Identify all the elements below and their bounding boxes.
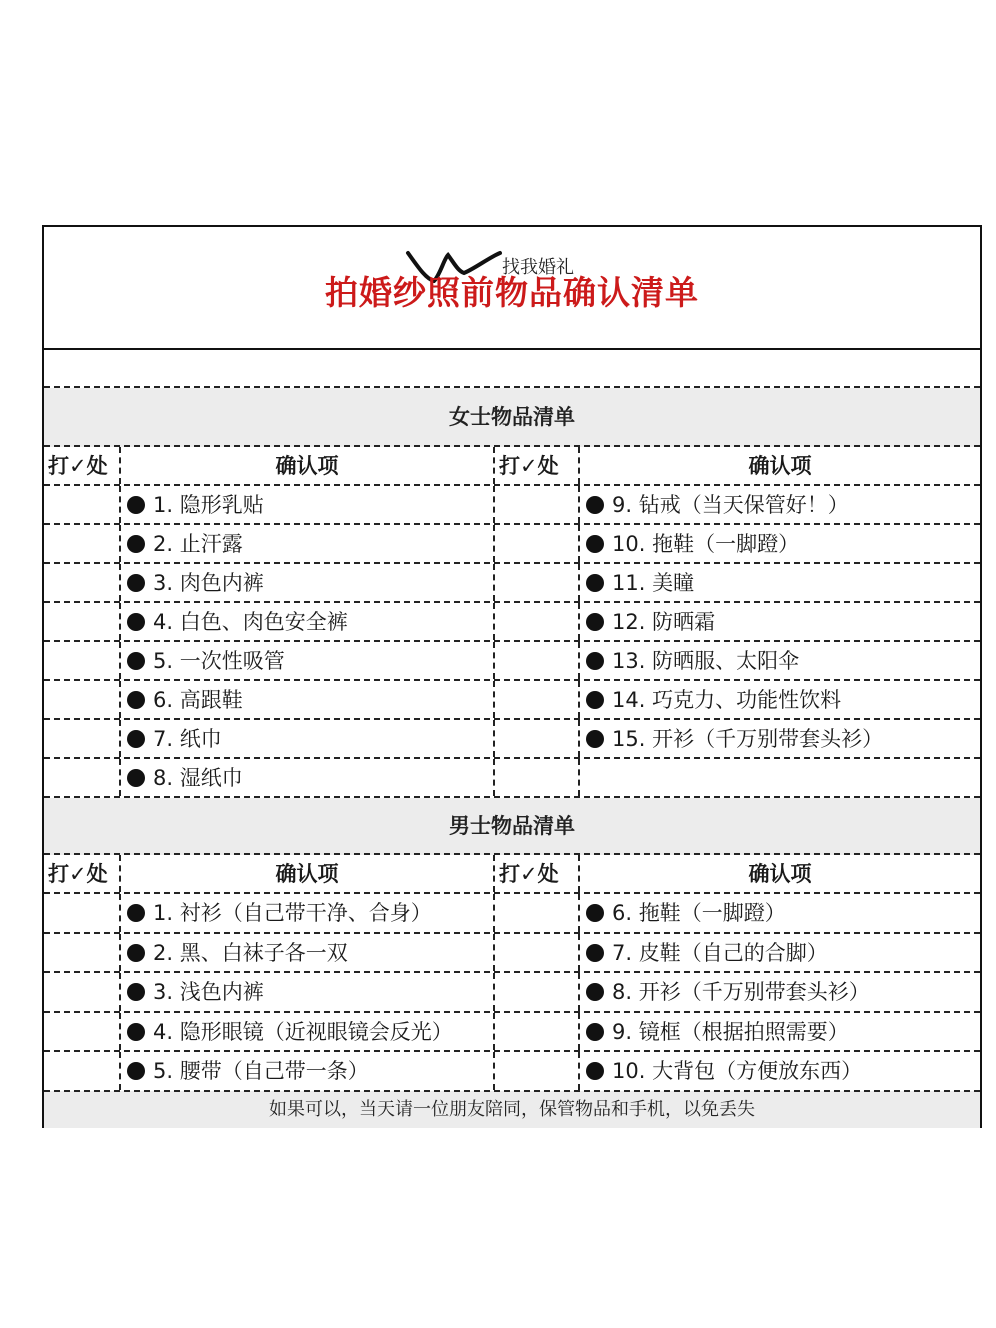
checkbox-cell[interactable]: [44, 720, 121, 757]
item-label: 8. 开衫（千万别带套头衫）: [612, 980, 870, 1004]
checkbox-cell[interactable]: [44, 759, 121, 796]
list-item: [580, 973, 980, 1011]
checkbox-cell[interactable]: [44, 486, 121, 523]
list-item: [580, 525, 980, 562]
confirm-column-header: 确认项: [121, 855, 495, 892]
bullet-icon: [127, 904, 145, 922]
women-header-row: [44, 447, 980, 486]
table-row: [44, 759, 980, 798]
checkbox-cell[interactable]: [495, 759, 580, 796]
confirm-column-header: 确认项: [748, 454, 812, 478]
confirm-column-header: 确认项: [121, 447, 495, 484]
bullet-icon: [586, 1062, 604, 1080]
item-label: 9. 钻戒（当天保管好！）: [612, 493, 849, 517]
bullet-icon: [127, 944, 145, 962]
checklist-sheet: [42, 225, 982, 1128]
confirm-column-header: 确认项: [748, 862, 812, 886]
checkbox-cell[interactable]: [495, 894, 580, 932]
item-label: 3. 肉色内裤: [153, 571, 264, 595]
checkbox-cell[interactable]: [495, 934, 580, 972]
bullet-icon: [127, 769, 145, 787]
bullet-icon: [586, 652, 604, 670]
checkbox-cell[interactable]: [44, 934, 121, 972]
item-label: 9. 镜框（根据拍照需要）: [612, 1019, 849, 1044]
bullet-icon: [127, 1023, 145, 1041]
checkbox-cell[interactable]: [495, 486, 580, 523]
item-label: 10. 拖鞋（一脚蹬）: [612, 532, 800, 556]
list-item: [121, 973, 495, 1011]
table-row: [44, 642, 980, 681]
list-item: [580, 1052, 980, 1090]
item-label: 13. 防晒服、太阳伞: [612, 649, 800, 673]
checkbox-cell[interactable]: [44, 642, 121, 679]
check-column-header: 打✓处: [44, 855, 121, 892]
list-item: [580, 720, 980, 757]
table-row: [44, 1013, 980, 1053]
bullet-icon: [586, 904, 604, 922]
item-label: 3. 浅色内裤: [153, 980, 264, 1004]
footer-note: 如果可以，当天请一位朋友陪同，保管物品和手机，以免丢失: [44, 1091, 980, 1128]
checkbox-cell[interactable]: [44, 1052, 121, 1090]
women-section-heading: 女士物品清单: [44, 388, 980, 447]
bullet-icon: [586, 944, 604, 962]
bullet-icon: [127, 691, 145, 709]
table-row: [44, 934, 980, 974]
check-column-header: 打✓处: [495, 855, 580, 892]
item-label: 15. 开衫（千万别带套头衫）: [612, 727, 884, 751]
item-label: 1. 隐形乳贴: [153, 493, 264, 517]
men-header-row: [44, 855, 980, 894]
bullet-icon: [586, 613, 604, 631]
list-item: [121, 642, 495, 679]
list-item: [121, 486, 495, 523]
bullet-icon: [127, 730, 145, 748]
item-label: 7. 皮鞋（自己的合脚）: [612, 940, 828, 965]
table-row: [44, 603, 980, 642]
bullet-icon: [127, 496, 145, 514]
checkbox-cell[interactable]: [495, 1013, 580, 1051]
checkbox-cell[interactable]: [495, 973, 580, 1011]
item-label: 14. 巧克力、功能性饮料: [612, 688, 842, 712]
item-label: 8. 湿纸巾: [153, 766, 243, 790]
bullet-icon: [127, 535, 145, 553]
list-item: [580, 603, 980, 640]
checkbox-cell[interactable]: [44, 973, 121, 1011]
list-item: [580, 934, 980, 972]
bullet-icon: [586, 983, 604, 1001]
logo-text: 找我婚礼: [502, 257, 574, 278]
bullet-icon: [127, 1062, 145, 1080]
list-item: [121, 894, 495, 932]
bullet-icon: [127, 613, 145, 631]
checkbox-cell[interactable]: [44, 1013, 121, 1051]
item-label: 10. 大背包（方便放东西）: [612, 1059, 863, 1083]
title-row: [44, 227, 980, 350]
checkbox-cell[interactable]: [44, 894, 121, 932]
bullet-icon: [586, 496, 604, 514]
checkbox-cell[interactable]: [495, 603, 580, 640]
table-row: [44, 894, 980, 934]
checkbox-cell[interactable]: [495, 1052, 580, 1090]
spacer-row: [44, 350, 980, 388]
check-column-header: 打✓处: [44, 447, 121, 484]
item-label: 6. 拖鞋（一脚蹬）: [612, 901, 786, 925]
item-label: 12. 防晒霜: [612, 610, 716, 634]
checkbox-cell[interactable]: [44, 525, 121, 562]
page-title: 拍婚纱照前物品确认清单: [325, 273, 699, 312]
bullet-icon: [586, 535, 604, 553]
item-label: 5. 一次性吸管: [153, 649, 285, 673]
list-item: [121, 934, 495, 972]
table-row: [44, 525, 980, 564]
item-label: 4. 白色、肉色安全裤: [153, 610, 348, 634]
checkbox-cell[interactable]: [44, 603, 121, 640]
table-row: [44, 720, 980, 759]
empty-cell: [580, 759, 980, 796]
table-row: [44, 973, 980, 1013]
item-label: 6. 高跟鞋: [153, 688, 243, 712]
item-label: 4. 隐形眼镜（近视眼镜会反光）: [153, 1019, 453, 1044]
item-label: 7. 纸巾: [153, 727, 222, 751]
table-row: [44, 1052, 980, 1092]
list-item: [121, 759, 495, 796]
list-item: [121, 681, 495, 718]
bullet-icon: [586, 730, 604, 748]
list-item: [121, 603, 495, 640]
bullet-icon: [127, 652, 145, 670]
list-item: [580, 642, 980, 679]
item-label: 2. 黑、白袜子各一双: [153, 940, 348, 965]
list-item: [580, 1013, 980, 1051]
list-item: [121, 564, 495, 601]
men-section-heading: 男士物品清单: [44, 798, 980, 855]
bullet-icon: [127, 983, 145, 1001]
item-label: 2. 止汗露: [153, 532, 243, 556]
list-item: [121, 525, 495, 562]
bullet-icon: [127, 574, 145, 592]
item-label: 5. 腰带（自己带一条）: [153, 1059, 369, 1083]
checkbox-cell[interactable]: [495, 720, 580, 757]
checkbox-cell[interactable]: [495, 681, 580, 718]
bullet-icon: [586, 1023, 604, 1041]
list-item: [121, 1013, 495, 1051]
checkbox-cell[interactable]: [495, 642, 580, 679]
item-label: 1. 衬衫（自己带干净、合身）: [153, 901, 432, 925]
table-row: [44, 564, 980, 603]
bullet-icon: [586, 691, 604, 709]
checkbox-cell[interactable]: [44, 564, 121, 601]
list-item: [580, 681, 980, 718]
list-item: [121, 1052, 495, 1090]
check-column-header: 打✓处: [495, 447, 580, 484]
checkbox-cell[interactable]: [495, 564, 580, 601]
list-item: [580, 486, 980, 523]
table-row: [44, 486, 980, 525]
list-item: [580, 564, 980, 601]
list-item: [121, 720, 495, 757]
list-item: [580, 894, 980, 932]
bullet-icon: [586, 574, 604, 592]
checkbox-cell[interactable]: [44, 681, 121, 718]
table-row: [44, 681, 980, 720]
checkbox-cell[interactable]: [495, 525, 580, 562]
item-label: 11. 美瞳: [612, 571, 695, 595]
